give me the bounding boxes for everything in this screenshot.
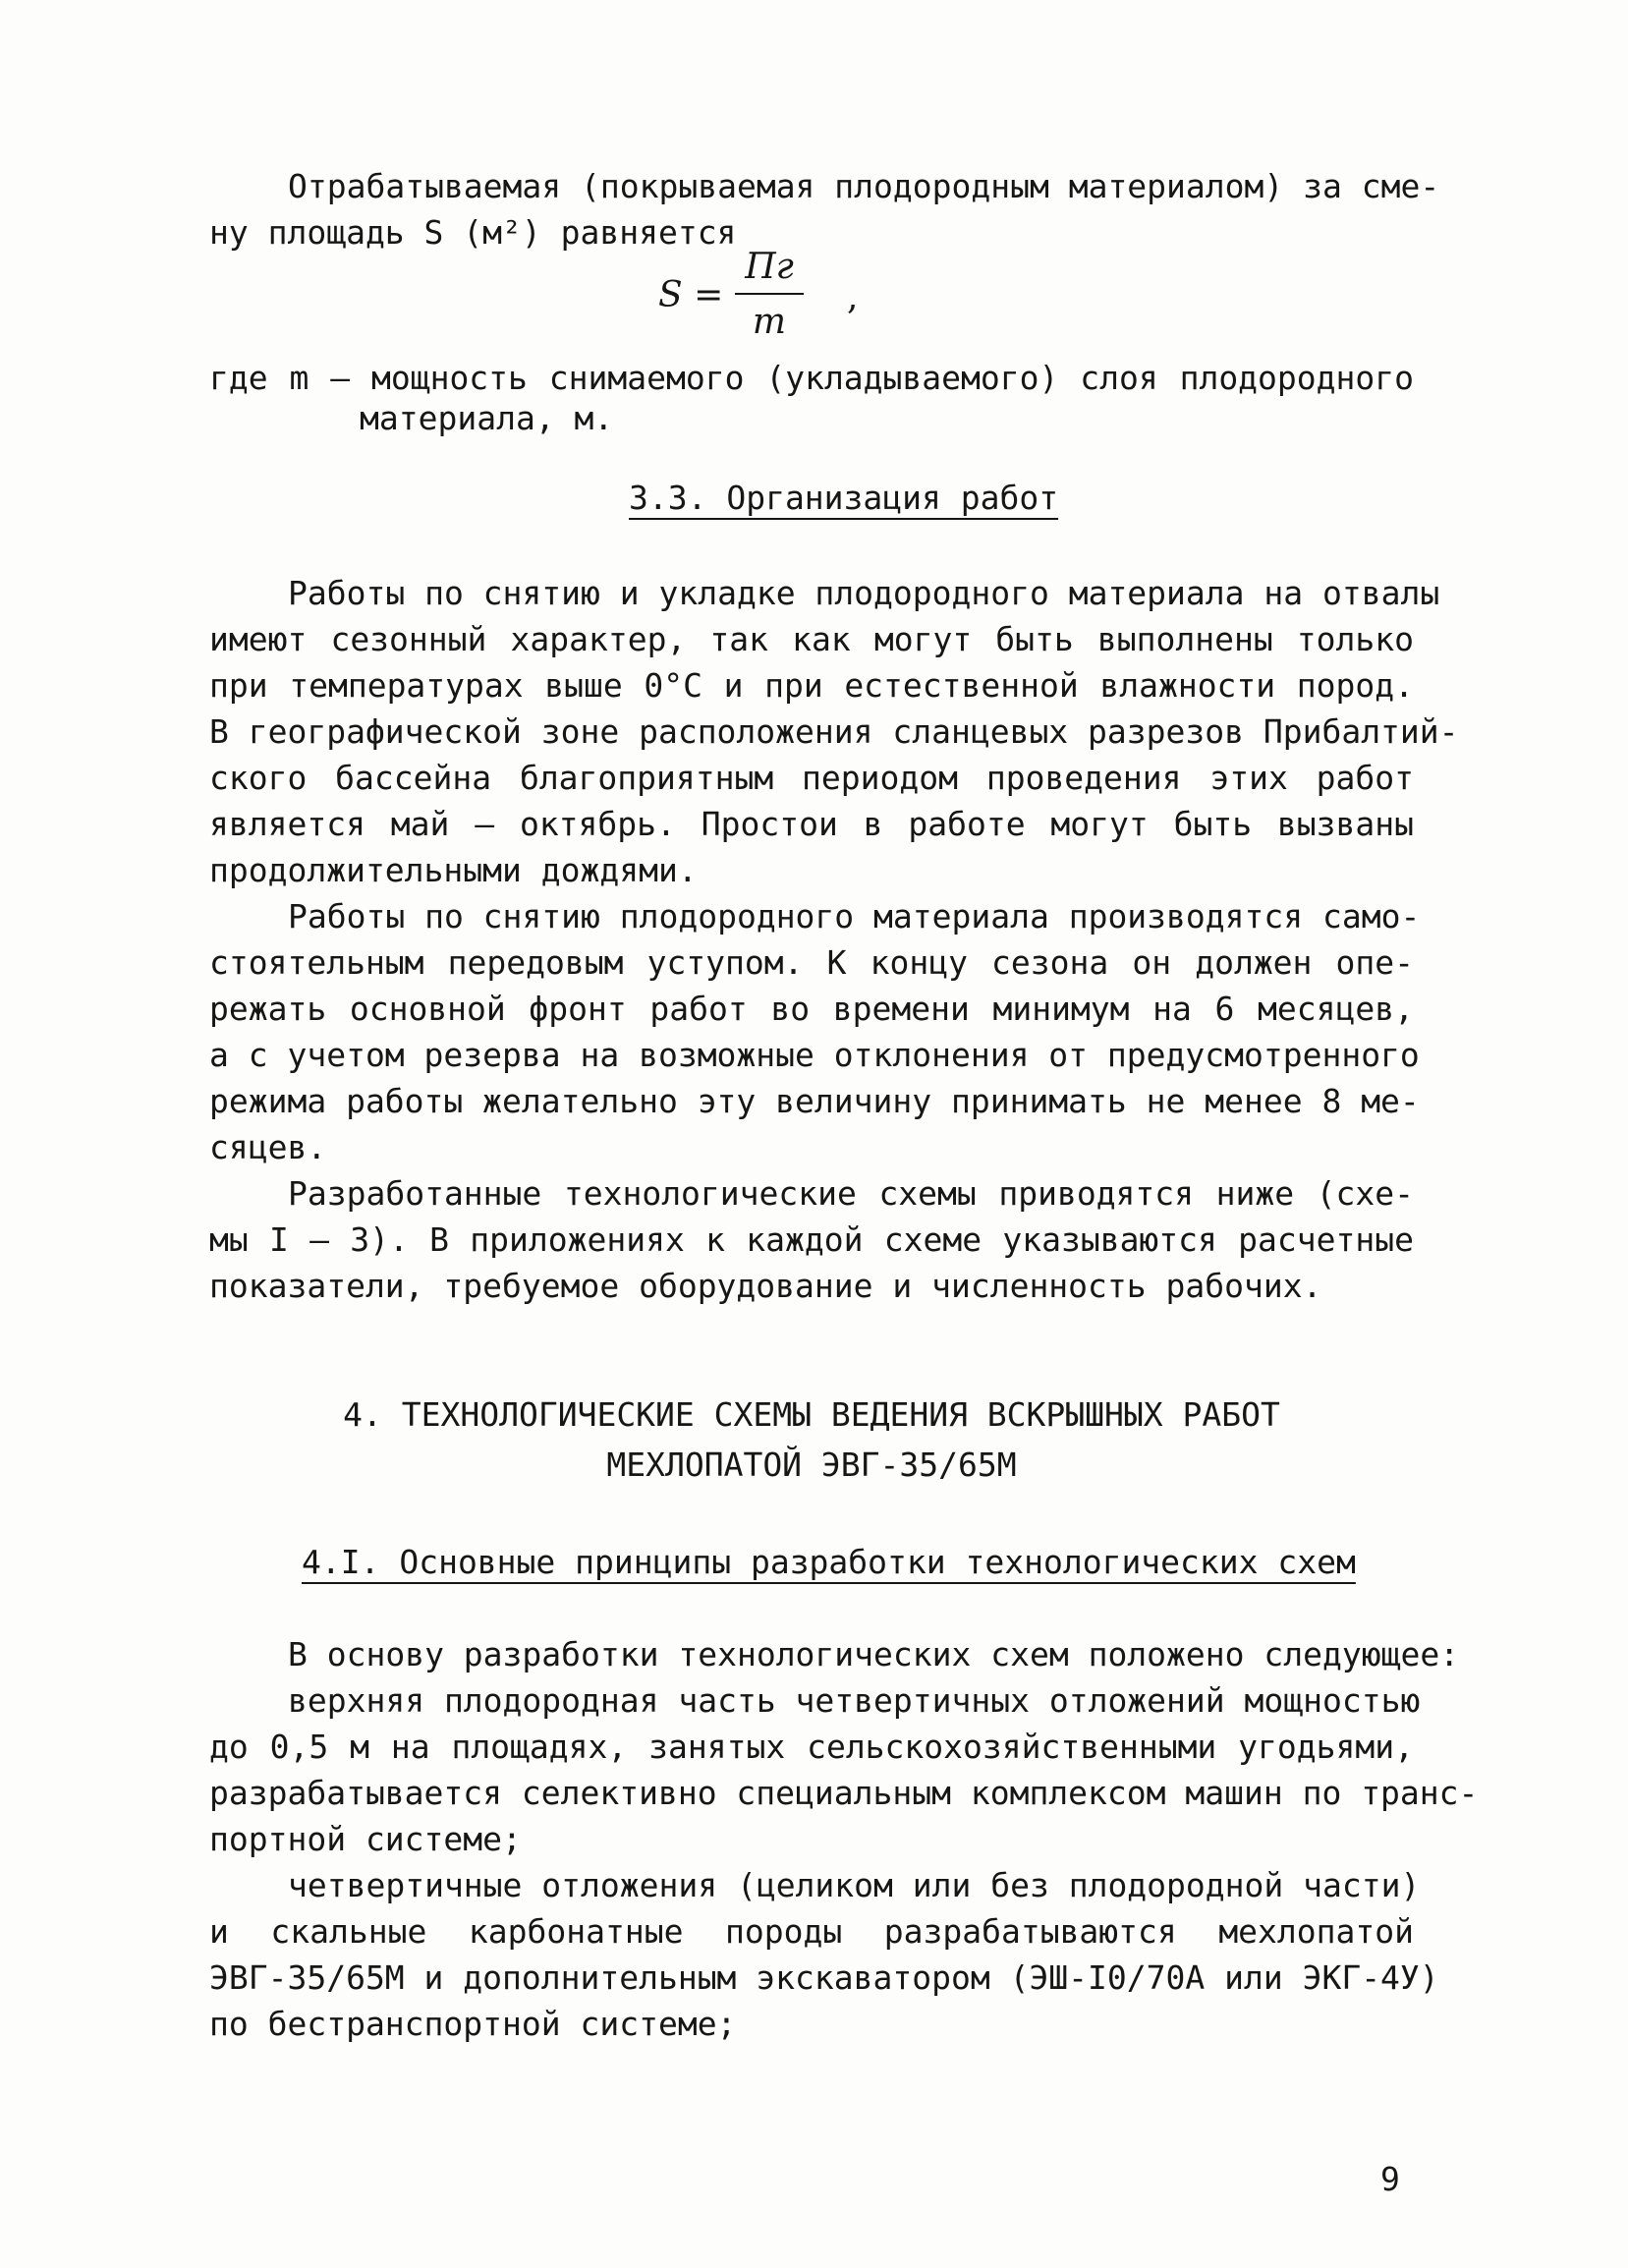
paragraph-line: режима работы желательно эту величину принимать не менее 8 ме- — [209, 1082, 1420, 1120]
paragraph-line: режать основной фронт работ во времени минимум на 6 месяцев, — [209, 990, 1414, 1028]
paragraph-line: В географической зоне расположения сланцевых разрезов Прибалтий- — [209, 712, 1459, 751]
where-line-1: где m – мощность снимаемого (укладываемого) слоя плодородного — [209, 359, 1414, 397]
paragraph-line: является май – октябрь. Простои в работе могут быть вызваны — [209, 805, 1414, 843]
paragraph-line: имеют сезонный характер, так как могут быть выполнены только — [209, 620, 1414, 658]
formula-comma: , — [847, 277, 859, 317]
section-4-title-line-2: МЕХЛОПАТОЙ ЭВГ-35/65М — [606, 1446, 1017, 1484]
intro-line-2: ну площадь S (м²) равняется — [209, 213, 737, 252]
paragraph-line: верхняя плодородная часть четвертичных отложений мощностью — [288, 1681, 1421, 1720]
fraction-bar — [735, 293, 804, 295]
paragraph-line: по бестранспортной системе; — [209, 2005, 737, 2043]
paragraph-line: а с учетом резерва на возможные отклонения от предусмотренного — [209, 1036, 1420, 1074]
paragraph-line: и скальные карбонатные породы разрабатываются мехлопатой — [209, 1912, 1414, 1951]
intro-line-1: Отрабатываемая (покрываемая плодородным материалом) за сме- — [288, 167, 1440, 205]
paragraph-line: мы I – 3). В приложениях к каждой схеме указываются расчетные — [209, 1220, 1414, 1259]
paragraph-line: Работы по снятию и укладке плодородного материала на отвалы — [288, 574, 1440, 612]
paragraph-line: Работы по снятию плодородного материала производятся само- — [288, 897, 1421, 936]
paragraph-line: четвертичные отложения (целиком или без плодородной части) — [288, 1866, 1421, 1904]
where-line-2: материала, м. — [360, 399, 614, 437]
paragraph-line: сяцев. — [209, 1128, 327, 1166]
paragraph-line: до 0,5 м на площадях, занятых сельскохозяйственными угодьями, — [209, 1728, 1414, 1766]
formula-numerator: Пг — [745, 247, 794, 287]
section-4-title-line-1: 4. ТЕХНОЛОГИЧЕСКИЕ СХЕМЫ ВЕДЕНИЯ ВСКРЫШНЫХ РАБОТ — [343, 1395, 1280, 1434]
formula-denominator: m — [752, 302, 787, 342]
paragraph-line: продолжительными дождями. — [209, 851, 698, 889]
paragraph-line: стоятельным передовым уступом. К концу сезона он должен опе- — [209, 943, 1414, 982]
paragraph-line: ЭВГ-35/65М и дополнительным экскаватором (ЭШ-I0/70А или ЭКГ-4У) — [209, 1958, 1439, 1997]
paragraph-line: показатели, требуемое оборудование и численность рабочих. — [209, 1267, 1322, 1305]
paragraph-line: портной системе; — [209, 1820, 522, 1858]
formula-lhs: S = — [658, 275, 724, 315]
area-formula — [658, 244, 894, 352]
paragraph-line: Разработанные технологические схемы приводятся ниже (схе- — [288, 1174, 1414, 1213]
formula-fraction — [735, 244, 804, 346]
paragraph-line: ского бассейна благоприятным периодом проведения этих работ — [209, 759, 1414, 797]
paragraph-line: разрабатывается селективно специальным комплексом машин по транс- — [209, 1774, 1479, 1812]
section-4-1-heading: 4.I. Основные принципы разработки технологических схем — [302, 1543, 1356, 1581]
page-number: 9 — [1380, 2160, 1400, 2198]
paragraph-line: В основу разработки технологических схем положено следующее: — [288, 1635, 1460, 1673]
paragraph-line: при температурах выше 0°С и при естественной влажности пород. — [209, 666, 1414, 705]
section-3-3-heading: 3.3. Организация работ — [629, 479, 1059, 517]
